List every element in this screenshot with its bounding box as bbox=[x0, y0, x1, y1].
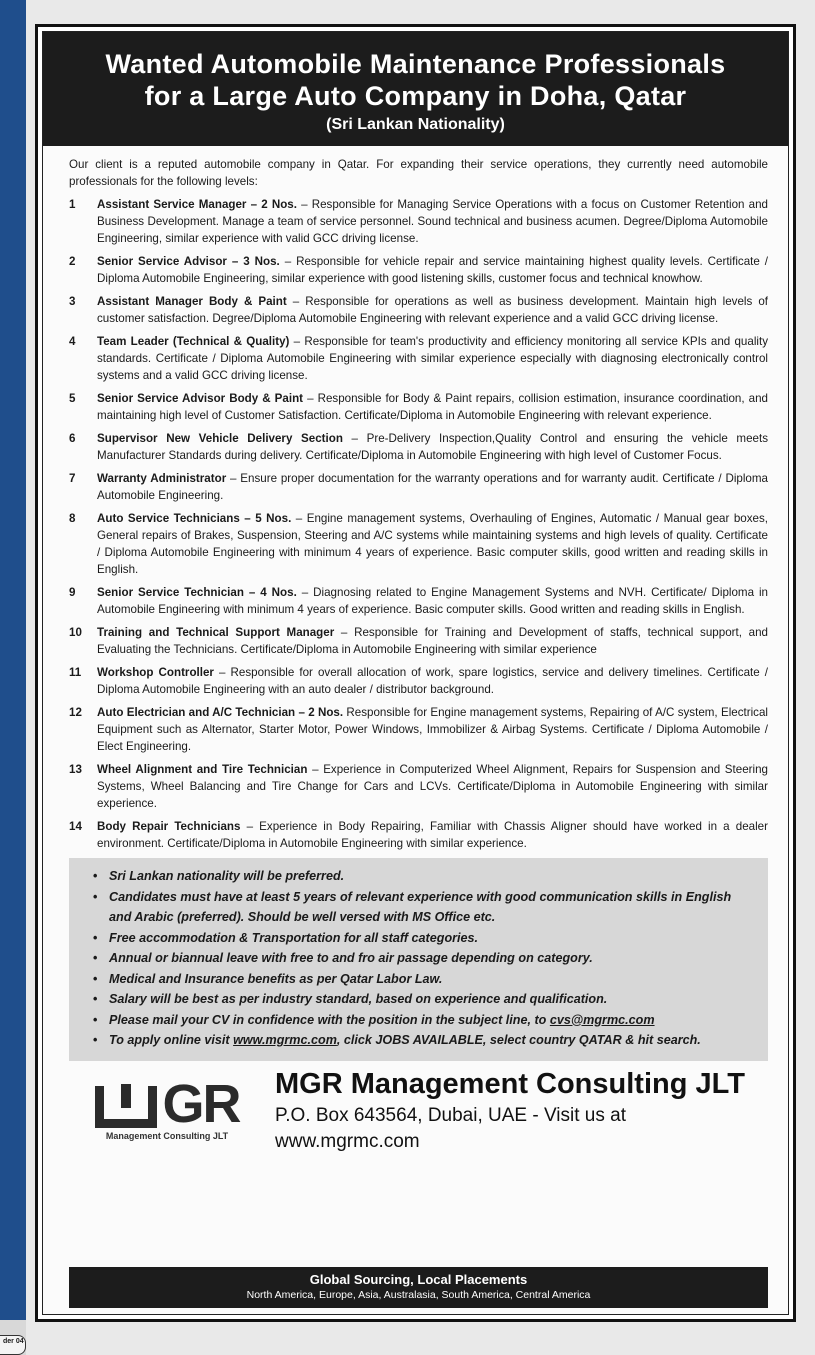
job-item bbox=[69, 664, 768, 698]
benefit-item: • Sri Lankan nationality will be preferred. bbox=[93, 866, 754, 887]
company-info bbox=[265, 1067, 768, 1155]
benefits-box bbox=[69, 858, 768, 1061]
ad-subtitle: (Sri Lankan Nationality) bbox=[326, 116, 505, 133]
company-logo bbox=[69, 1074, 265, 1141]
job-item bbox=[69, 253, 768, 287]
job-number: 1 bbox=[69, 198, 76, 211]
job-description: – Ensure proper documentation for the warranty operations and for warranty audit. Certificate / Diploma Automobile Engineering. bbox=[97, 472, 768, 502]
job-number: 13 bbox=[69, 763, 82, 776]
job-title: Wheel Alignment and Tire Technician bbox=[97, 763, 308, 776]
job-number: 3 bbox=[69, 295, 76, 308]
job-description: – Responsible for vehicle repair and service maintaining highest quality levels. Certificate / Diploma Automobile Engineering, similar experience with good listening skills, customer focus and technical knowhow. bbox=[97, 255, 768, 285]
job-description: Responsible for Engine management systems, Repairing of A/C system, Electrical Equipment such as Alternator, Starter Motor, Power Windows, Immobilizer & Airbag Systems. Certificate / Diploma Automobile / Elect Engineering. bbox=[97, 706, 768, 753]
apply-instruction-suffix: , click JOBS AVAILABLE, select country QATAR & hit search. bbox=[336, 1033, 701, 1047]
job-title: Body Repair Technicians bbox=[97, 820, 241, 833]
job-item bbox=[69, 704, 768, 755]
job-item bbox=[69, 510, 768, 578]
benefit-item: • Candidates must have at least 5 years of relevant experience with good communication skills in English and Arabic (preferred). Should be well versed with MS Office etc. bbox=[93, 887, 754, 928]
benefit-item: • Medical and Insurance benefits as per Qatar Labor Law. bbox=[93, 969, 754, 990]
bottom-banner-slogan: Global Sourcing, Local Placements bbox=[309, 1272, 528, 1287]
job-item bbox=[69, 624, 768, 658]
job-description: – Responsible for operations as well as business development. Maintain high levels of customer satisfaction. Degree/Diploma Automobile Engineering with relevant experience and a valid GCC driving license. bbox=[97, 295, 768, 325]
bottom-banner-regions: North America, Europe, Asia, Australasia, South America, Central America bbox=[246, 1289, 591, 1301]
job-number: 12 bbox=[69, 706, 82, 719]
job-title: Supervisor New Vehicle Delivery Section bbox=[97, 432, 343, 445]
job-description: – Pre-Delivery Inspection,Quality Control and ensuring the vehicle meets Manufacturer Standards during delivery. Certificate/Diploma in Automobile Engineering with high level of Customer Focus. bbox=[97, 432, 769, 462]
job-title: Workshop Controller bbox=[97, 666, 214, 679]
ad-header bbox=[43, 32, 788, 146]
job-title: Auto Service Technicians – 5 Nos. bbox=[97, 512, 292, 525]
job-description: – Experience in Body Repairing, Familiar with Chassis Aligner should have worked in a dealer environment. Certificate/Diploma in Automobile Engineering with similar experience. bbox=[97, 820, 768, 850]
job-item bbox=[69, 761, 768, 812]
benefit-item: • Salary will be best as per industry standard, based on experience and qualification. bbox=[93, 989, 754, 1010]
cv-email-link[interactable]: cvs@mgrmc.com bbox=[549, 1012, 655, 1027]
logo-mark bbox=[69, 1074, 265, 1134]
ad-title-line1: Wanted Automobile Maintenance Professionals bbox=[105, 49, 726, 79]
job-item bbox=[69, 818, 768, 852]
job-description: – Engine management systems, Overhauling of Engines, Automatic / Manual gear boxes, General repairs of Brakes, Suspension, Steering and A/C systems while maintaining systems and high levels of quality. Certificate / Diploma Automobile Engineering with minimum 4 years of experience. Basic computer skills, good written and reading skills in English. bbox=[97, 512, 768, 576]
advertisement-inner bbox=[42, 31, 789, 1315]
job-title: Auto Electrician and A/C Technician – 2 Nos. bbox=[97, 706, 344, 719]
job-item bbox=[69, 293, 768, 327]
logo-m-shape-icon bbox=[95, 1086, 157, 1128]
benefit-item: • Free accommodation & Transportation for all staff categories. bbox=[93, 928, 754, 949]
job-number: 10 bbox=[69, 626, 82, 639]
company-address: P.O. Box 643564, Dubai, UAE - Visit us at www.mgrmc.com bbox=[275, 1104, 626, 1152]
job-number: 4 bbox=[69, 335, 76, 348]
job-item bbox=[69, 333, 768, 384]
job-number: 14 bbox=[69, 820, 82, 833]
job-advertisement bbox=[35, 24, 796, 1322]
job-description: – Responsible for team's productivity and efficiency monitoring all service KPIs and quality standards. Certificate / Diploma Automobile Engineering with similar experience especially with diagnosing electronically control systems and a valid GCC driving license. bbox=[97, 335, 768, 382]
job-description: – Responsible for Body & Paint repairs, collision estimation, insurance coordination, and maintaining high level of Customer Satisfaction. Certificate/Diploma in Automobile Engineering with relevant experience. bbox=[97, 392, 768, 422]
email-instruction: Please mail your CV in confidence with the position in the subject line, to bbox=[109, 1012, 550, 1027]
job-title: Assistant Manager Body & Paint bbox=[97, 295, 287, 308]
logo-tagline: Management Consulting JLT bbox=[105, 1131, 229, 1141]
benefit-item: • Annual or biannual leave with free to and fro air passage depending on category. bbox=[93, 948, 754, 969]
website-link[interactable]: www.mgrmc.com bbox=[233, 1033, 337, 1047]
job-item bbox=[69, 430, 768, 464]
corner-badge: der 04 bbox=[0, 1335, 26, 1355]
job-item bbox=[69, 196, 768, 247]
job-description: – Responsible for Training and Development of staffs, technical support, and Evaluating the Technicians. Certificate/Diploma in Automobile Engineering with similar experience bbox=[97, 626, 768, 656]
ad-title-line2: for a Large Auto Company in Doha, Qatar bbox=[144, 81, 687, 111]
job-item bbox=[69, 390, 768, 424]
job-number: 8 bbox=[69, 512, 76, 525]
bottom-banner bbox=[69, 1267, 768, 1308]
job-title: Senior Service Technician – 4 Nos. bbox=[97, 586, 297, 599]
logo-letters: GR bbox=[162, 1074, 240, 1134]
job-number: 5 bbox=[69, 392, 76, 405]
job-title: Team Leader (Technical & Quality) bbox=[97, 335, 290, 348]
job-title: Assistant Service Manager – 2 Nos. bbox=[97, 198, 297, 211]
job-list bbox=[43, 194, 788, 852]
job-number: 9 bbox=[69, 586, 76, 599]
benefit-item-apply bbox=[93, 1030, 754, 1051]
job-title: Training and Technical Support Manager bbox=[97, 626, 335, 639]
job-title: Warranty Administrator bbox=[97, 472, 227, 485]
job-number: 6 bbox=[69, 432, 76, 445]
ad-title bbox=[53, 48, 778, 112]
job-title: Senior Service Advisor Body & Paint bbox=[97, 392, 304, 405]
job-number: 2 bbox=[69, 255, 76, 268]
left-page-strip bbox=[0, 0, 26, 1320]
apply-instruction: To apply online visit bbox=[109, 1033, 234, 1047]
job-description: – Responsible for overall allocation of work, spare logistics, service and delivery timelines. Certificate / Diploma Automobile Engineering with an auto dealer / distributor background. bbox=[97, 666, 768, 696]
job-number: 11 bbox=[69, 666, 82, 679]
job-number: 7 bbox=[69, 472, 76, 485]
benefit-item-email bbox=[93, 1010, 754, 1031]
job-title: Senior Service Advisor – 3 Nos. bbox=[97, 255, 280, 268]
company-name: MGR Management Consulting JLT bbox=[275, 1067, 745, 1100]
job-description: – Responsible for Managing Service Operations with a focus on Customer Retention and Business Development. Manage a team of service personnel. Sound technical and business acumen. Degree/Diploma Automobile Engineering, similar experience with valid GCC driving license. bbox=[97, 198, 768, 245]
job-item bbox=[69, 470, 768, 504]
job-description: – Experience in Computerized Wheel Alignment, Repairs for Suspension and Steering Systems, Wheel Balancing and Tire Change for Cars and LCVs. Certificate/Diploma in Automobile Engineering with similar experience. bbox=[97, 763, 768, 810]
job-item bbox=[69, 584, 768, 618]
job-description: – Diagnosing related to Engine Management Systems and NVH. Certificate/ Diploma in Automobile Engineering with minimum 4 years of experience. Basic computer skills. Good written and reading skills in English. bbox=[97, 586, 769, 616]
intro-paragraph: Our client is a reputed automobile company in Qatar. For expanding their service operations, they currently need automobile professionals for the following levels: bbox=[69, 158, 768, 188]
company-footer bbox=[43, 1061, 788, 1152]
